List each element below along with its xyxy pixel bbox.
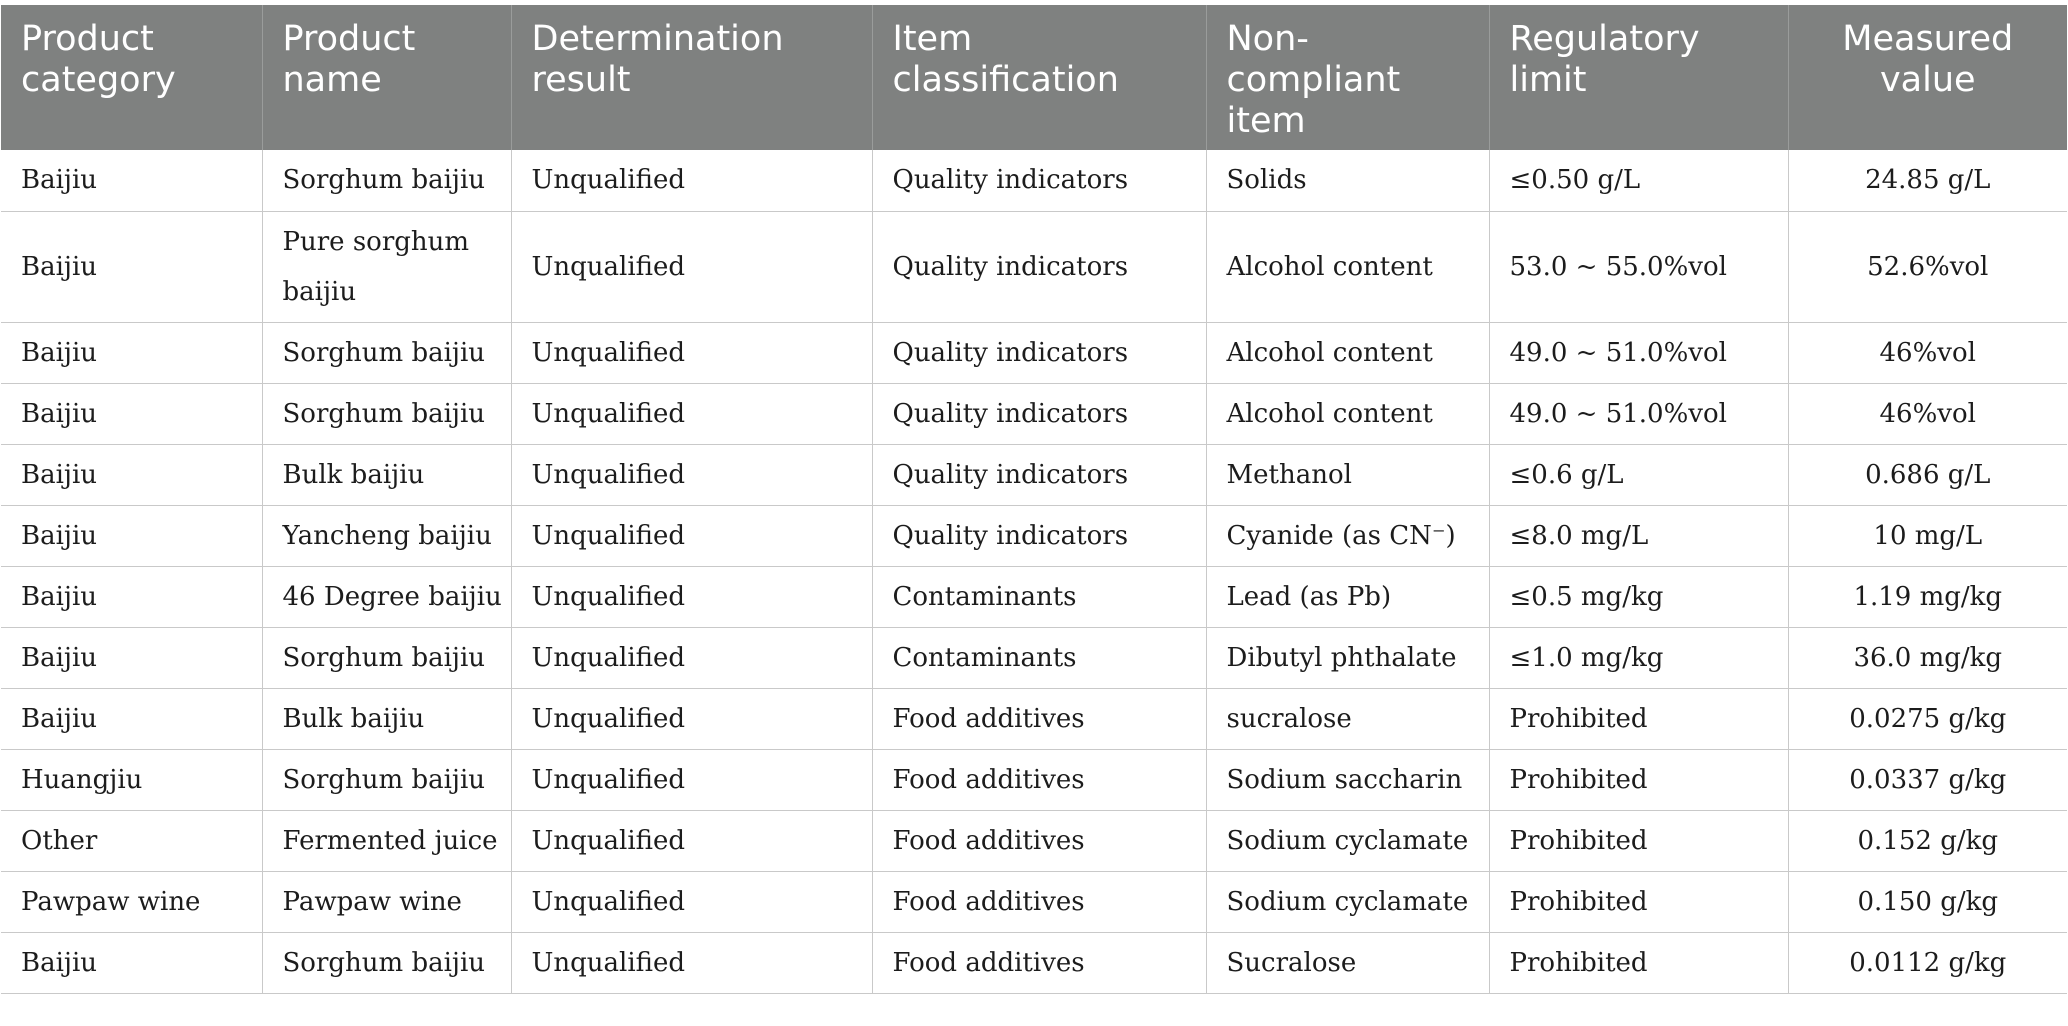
- cell-non-compliant-item: Alcohol content: [1206, 322, 1489, 383]
- header-line: name: [282, 60, 382, 100]
- table-row: [1, 810, 2067, 871]
- table-row: [1, 627, 2067, 688]
- cell-regulatory-limit: Prohibited: [1489, 932, 1788, 993]
- table-row: [1, 871, 2067, 932]
- cell-product-name: Sorghum baijiu: [262, 383, 511, 444]
- cell-regulatory-limit: 49.0 ~ 51.0%vol: [1489, 383, 1788, 444]
- header-measured-value: [1788, 5, 2067, 150]
- table-row: [1, 505, 2067, 566]
- cell-measured-value: 0.0275 g/kg: [1788, 688, 2067, 749]
- table-row: [1, 688, 2067, 749]
- cell-item-classification: Food additives: [872, 749, 1206, 810]
- cell-product-name: Sorghum baijiu: [262, 322, 511, 383]
- cell-product-name: Bulk baijiu: [262, 444, 511, 505]
- cell-product-category: Other: [1, 810, 262, 871]
- table-row: [1, 150, 2067, 211]
- cell-product-name: Fermented juice: [262, 810, 511, 871]
- cell-non-compliant-item: Methanol: [1206, 444, 1489, 505]
- cell-non-compliant-item: Alcohol content: [1206, 211, 1489, 322]
- cell-product-category: Pawpaw wine: [1, 871, 262, 932]
- cell-product-category: Baijiu: [1, 932, 262, 993]
- table-row: [1, 444, 2067, 505]
- cell-determination-result: Unqualified: [511, 322, 872, 383]
- results-table: [1, 5, 2067, 994]
- header-line: Measured: [1842, 19, 2014, 59]
- header-line: classification: [892, 60, 1119, 100]
- header-item-classification: [872, 5, 1206, 150]
- cell-item-classification: Quality indicators: [872, 383, 1206, 444]
- cell-regulatory-limit: ≤0.6 g/L: [1489, 444, 1788, 505]
- cell-measured-value: 0.0112 g/kg: [1788, 932, 2067, 993]
- header-line: category: [21, 60, 176, 100]
- cell-non-compliant-item: Dibutyl phthalate: [1206, 627, 1489, 688]
- header-determination-result: [511, 5, 872, 150]
- cell-regulatory-limit: 49.0 ~ 51.0%vol: [1489, 322, 1788, 383]
- cell-product-category: Baijiu: [1, 383, 262, 444]
- cell-item-classification: Quality indicators: [872, 505, 1206, 566]
- cell-product-category: Baijiu: [1, 322, 262, 383]
- cell-product-category: Baijiu: [1, 566, 262, 627]
- cell-regulatory-limit: ≤0.5 mg/kg: [1489, 566, 1788, 627]
- cell-non-compliant-item: Sucralose: [1206, 932, 1489, 993]
- cell-measured-value: 52.6%vol: [1788, 211, 2067, 322]
- cell-regulatory-limit: Prohibited: [1489, 810, 1788, 871]
- cell-non-compliant-item: Alcohol content: [1206, 383, 1489, 444]
- header-line: Item: [892, 19, 973, 59]
- cell-item-classification: Contaminants: [872, 566, 1206, 627]
- cell-determination-result: Unqualified: [511, 749, 872, 810]
- cell-item-classification: Food additives: [872, 932, 1206, 993]
- header-line: Product: [21, 19, 154, 59]
- header-product-category: [1, 5, 262, 150]
- cell-determination-result: Unqualified: [511, 566, 872, 627]
- cell-regulatory-limit: Prohibited: [1489, 688, 1788, 749]
- cell-item-classification: Quality indicators: [872, 150, 1206, 211]
- cell-product-category: Baijiu: [1, 505, 262, 566]
- cell-measured-value: 10 mg/L: [1788, 505, 2067, 566]
- cell-determination-result: Unqualified: [511, 211, 872, 322]
- cell-regulatory-limit: Prohibited: [1489, 871, 1788, 932]
- cell-product-category: Baijiu: [1, 627, 262, 688]
- cell-product-category: Baijiu: [1, 688, 262, 749]
- header-line: result: [531, 60, 631, 100]
- cell-item-classification: Quality indicators: [872, 444, 1206, 505]
- cell-regulatory-limit: 53.0 ~ 55.0%vol: [1489, 211, 1788, 322]
- cell-item-classification: Food additives: [872, 810, 1206, 871]
- cell-product-category: Baijiu: [1, 444, 262, 505]
- cell-determination-result: Unqualified: [511, 810, 872, 871]
- table-row: [1, 322, 2067, 383]
- cell-product-name: Pawpaw wine: [262, 871, 511, 932]
- cell-determination-result: Unqualified: [511, 444, 872, 505]
- cell-determination-result: Unqualified: [511, 932, 872, 993]
- cell-determination-result: Unqualified: [511, 383, 872, 444]
- cell-determination-result: Unqualified: [511, 627, 872, 688]
- cell-non-compliant-item: Sodium saccharin: [1206, 749, 1489, 810]
- header-line: Determination: [531, 19, 784, 59]
- cell-non-compliant-item: Lead (as Pb): [1206, 566, 1489, 627]
- cell-non-compliant-item: Sodium cyclamate: [1206, 810, 1489, 871]
- cell-measured-value: 1.19 mg/kg: [1788, 566, 2067, 627]
- table-body: [1, 150, 2067, 993]
- cell-item-classification: Food additives: [872, 871, 1206, 932]
- cell-determination-result: Unqualified: [511, 688, 872, 749]
- cell-product-name: Sorghum baijiu: [262, 932, 511, 993]
- cell-measured-value: 0.686 g/L: [1788, 444, 2067, 505]
- cell-measured-value: 0.150 g/kg: [1788, 871, 2067, 932]
- cell-regulatory-limit: ≤1.0 mg/kg: [1489, 627, 1788, 688]
- cell-product-category: Huangjiu: [1, 749, 262, 810]
- cell-non-compliant-item: sucralose: [1206, 688, 1489, 749]
- cell-item-classification: Quality indicators: [872, 322, 1206, 383]
- header-row: [1, 5, 2067, 150]
- cell-measured-value: 46%vol: [1788, 322, 2067, 383]
- table-header: [1, 5, 2067, 150]
- cell-item-classification: Food additives: [872, 688, 1206, 749]
- header-line: compliant: [1226, 60, 1401, 100]
- cell-product-category: Baijiu: [1, 211, 262, 322]
- cell-determination-result: Unqualified: [511, 150, 872, 211]
- cell-item-classification: Quality indicators: [872, 211, 1206, 322]
- cell-product-name: Pure sorghum baijiu: [262, 211, 511, 322]
- table-row: [1, 566, 2067, 627]
- cell-product-name: Sorghum baijiu: [262, 627, 511, 688]
- header-regulatory-limit: [1489, 5, 1788, 150]
- table-row: [1, 383, 2067, 444]
- header-line: value: [1879, 60, 1976, 100]
- cell-measured-value: 46%vol: [1788, 383, 2067, 444]
- cell-measured-value: 0.0337 g/kg: [1788, 749, 2067, 810]
- cell-non-compliant-item: Solids: [1206, 150, 1489, 211]
- header-product-name: [262, 5, 511, 150]
- cell-determination-result: Unqualified: [511, 871, 872, 932]
- cell-product-name: Sorghum baijiu: [262, 150, 511, 211]
- cell-item-classification: Contaminants: [872, 627, 1206, 688]
- table-row: [1, 749, 2067, 810]
- cell-non-compliant-item: Cyanide (as CN⁻): [1206, 505, 1489, 566]
- header-line: item: [1226, 101, 1306, 141]
- cell-determination-result: Unqualified: [511, 505, 872, 566]
- cell-regulatory-limit: ≤8.0 mg/L: [1489, 505, 1788, 566]
- table-row: [1, 211, 2067, 322]
- header-line: limit: [1509, 60, 1587, 100]
- header-non-compliant-item: [1206, 5, 1489, 150]
- cell-product-name: Yancheng baijiu: [262, 505, 511, 566]
- cell-product-name: 46 Degree baijiu: [262, 566, 511, 627]
- header-line: Non-: [1226, 19, 1309, 59]
- table-row: [1, 932, 2067, 993]
- cell-product-name: Sorghum baijiu: [262, 749, 511, 810]
- header-line: Product: [282, 19, 416, 59]
- cell-non-compliant-item: Sodium cyclamate: [1206, 871, 1489, 932]
- header-line: Regulatory: [1509, 19, 1700, 59]
- cell-product-name: Bulk baijiu: [262, 688, 511, 749]
- cell-measured-value: 36.0 mg/kg: [1788, 627, 2067, 688]
- cell-measured-value: 0.152 g/kg: [1788, 810, 2067, 871]
- cell-measured-value: 24.85 g/L: [1788, 150, 2067, 211]
- cell-regulatory-limit: ≤0.50 g/L: [1489, 150, 1788, 211]
- cell-regulatory-limit: Prohibited: [1489, 749, 1788, 810]
- cell-product-category: Baijiu: [1, 150, 262, 211]
